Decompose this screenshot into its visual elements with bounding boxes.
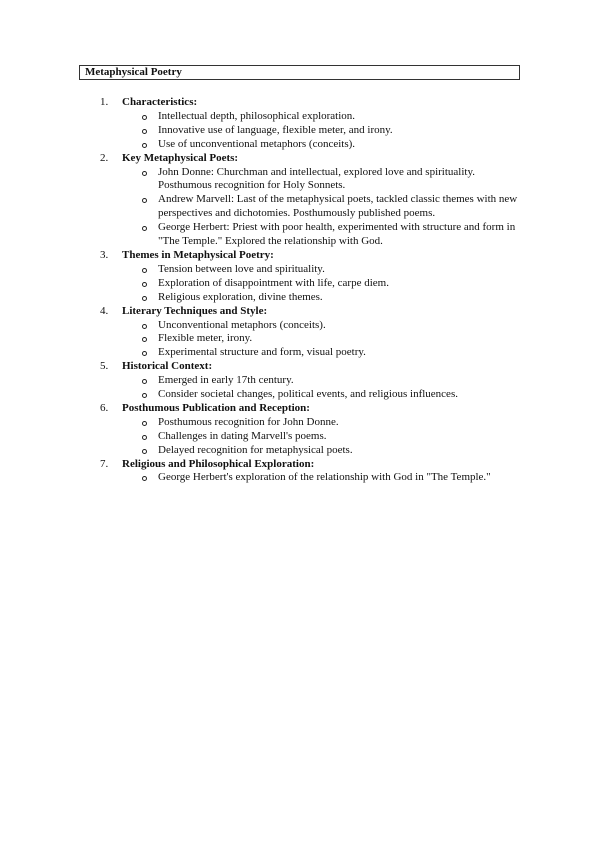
- item-text: Challenges in dating Marvell's poems.: [158, 429, 327, 442]
- list-item: [122, 471, 526, 485]
- item-text: George Herbert's exploration of the relationship with God in "The Temple.": [158, 471, 491, 484]
- bullet-icon: [142, 268, 147, 273]
- list-item: [122, 166, 526, 194]
- item-text: Unconventional metaphors (conceits).: [158, 318, 326, 331]
- section-number: 1.: [100, 96, 109, 108]
- item-text: Use of unconventional metaphors (conceits).: [158, 137, 356, 150]
- list-item: [122, 444, 526, 458]
- section-number: 5.: [100, 360, 109, 373]
- bullet-icon: [142, 115, 147, 120]
- list-item: [122, 346, 526, 360]
- section-heading: Themes in Metaphysical Poetry:: [122, 248, 274, 261]
- list-item: [122, 263, 526, 277]
- bullet-icon: [142, 379, 147, 384]
- bullet-icon: [142, 143, 147, 148]
- section-heading: Literary Techniques and Style:: [122, 304, 268, 317]
- item-text: Emerged in early 17th century.: [158, 374, 294, 387]
- section-heading: Historical Context:: [122, 360, 213, 373]
- list-item: [122, 221, 526, 249]
- bullet-icon: [142, 351, 147, 356]
- item-list: [122, 110, 526, 152]
- item-list: [122, 416, 526, 458]
- section-5: [96, 360, 526, 402]
- item-text: Delayed recognition for metaphysical poets.: [158, 443, 353, 456]
- item-text: Exploration of disappointment with life, carpe diem.: [158, 276, 389, 289]
- section-heading: Characteristics:: [122, 96, 198, 108]
- section-number: 2.: [100, 151, 109, 164]
- bullet-icon: [142, 449, 147, 454]
- list-item: [122, 124, 526, 138]
- list-item: [122, 332, 526, 346]
- bullet-icon: [142, 393, 147, 398]
- bullet-icon: [142, 296, 147, 301]
- item-text: George Herbert: Priest with poor health, experimented with structure and form in "The Temple." Explored the relationship with God.: [158, 221, 516, 248]
- section-4: [96, 305, 526, 361]
- list-item: [122, 193, 526, 221]
- item-text: Religious exploration, divine themes.: [158, 290, 323, 303]
- item-text: Consider societal changes, political events, and religious influences.: [158, 388, 458, 401]
- bullet-icon: [142, 421, 147, 426]
- item-text: Tension between love and spirituality.: [158, 262, 325, 275]
- section-2: [96, 152, 526, 249]
- item-list: [122, 471, 526, 485]
- section-number: 7.: [100, 457, 109, 470]
- section-heading: Religious and Philosophical Exploration:: [122, 457, 315, 470]
- bullet-icon: [142, 324, 147, 329]
- section-1: [96, 96, 526, 152]
- list-item: [122, 138, 526, 152]
- list-item: [122, 277, 526, 291]
- item-text: Flexible meter, irony.: [158, 332, 253, 345]
- section-heading: Posthumous Publication and Reception:: [122, 401, 310, 414]
- bullet-icon: [142, 476, 147, 481]
- section-6: [96, 402, 526, 458]
- item-text: Andrew Marvell: Last of the metaphysical poets, tackled classic themes with new perspectives and dichotomies. Posthumously published poems.: [158, 193, 518, 220]
- bullet-icon: [142, 282, 147, 287]
- bullet-icon: [142, 129, 147, 134]
- item-list: [122, 374, 526, 402]
- section-number: 3.: [100, 248, 109, 261]
- list-item: [122, 374, 526, 388]
- section-list: [96, 96, 526, 485]
- document-title: Metaphysical Poetry: [79, 65, 520, 80]
- list-item: [122, 430, 526, 444]
- item-list: [122, 319, 526, 361]
- bullet-icon: [142, 337, 147, 342]
- item-text: Intellectual depth, philosophical exploration.: [158, 109, 356, 122]
- list-item: [122, 319, 526, 333]
- list-item: [122, 291, 526, 305]
- list-item: [122, 388, 526, 402]
- item-text: John Donne: Churchman and intellectual, explored love and spirituality. Posthumous recognition for Holy Sonnets.: [158, 165, 475, 192]
- item-text: Innovative use of language, flexible meter, and irony.: [158, 123, 393, 136]
- section-3: [96, 249, 526, 305]
- item-list: [122, 263, 526, 305]
- section-heading: Key Metaphysical Poets:: [122, 151, 239, 164]
- bullet-icon: [142, 226, 147, 231]
- item-text: Experimental structure and form, visual poetry.: [158, 346, 366, 359]
- document-content: [96, 96, 526, 485]
- bullet-icon: [142, 198, 147, 203]
- bullet-icon: [142, 435, 147, 440]
- section-number: 6.: [100, 401, 109, 414]
- item-text: Posthumous recognition for John Donne.: [158, 415, 339, 428]
- list-item: [122, 110, 526, 124]
- list-item: [122, 416, 526, 430]
- section-7: [96, 458, 526, 486]
- item-list: [122, 166, 526, 249]
- section-number: 4.: [100, 304, 109, 317]
- bullet-icon: [142, 171, 147, 176]
